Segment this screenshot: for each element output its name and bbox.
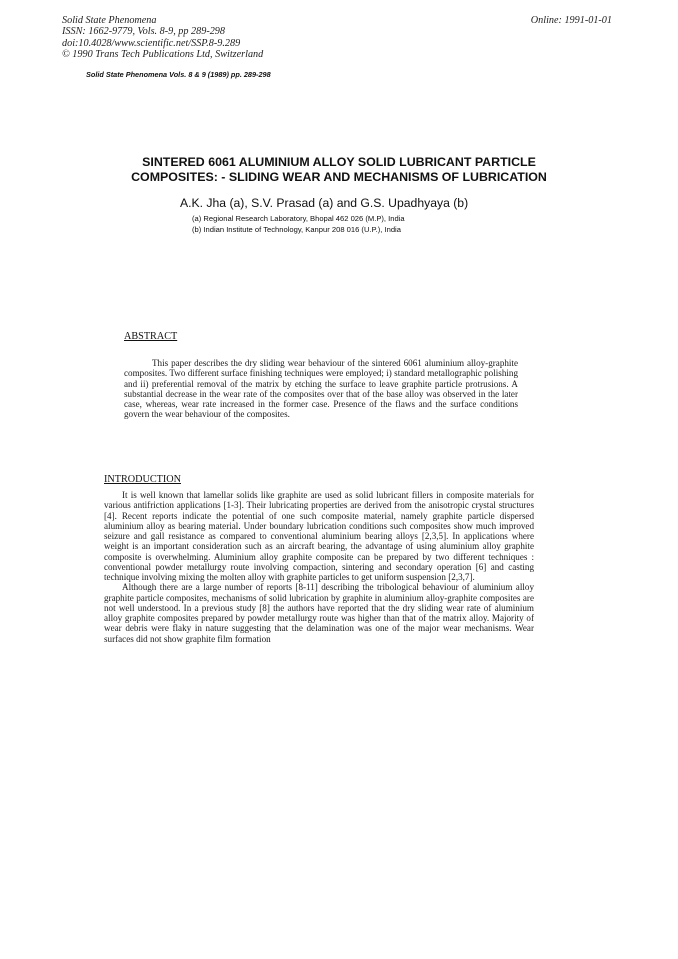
title-line-1: SINTERED 6061 ALUMINIUM ALLOY SOLID LUBRICANT PARTICLE [142, 155, 536, 169]
journal-header [62, 15, 263, 61]
affiliation-a: (a) Regional Research Laboratory, Bhopal 462 026 (M.P), India [192, 214, 405, 223]
introduction-body [104, 490, 534, 644]
issn-line: ISSN: 1662-9779, Vols. 8-9, pp 289-298 [62, 26, 225, 38]
paper-title [80, 155, 598, 184]
intro-paragraph-2: Although there are a large number of reports [8-11] describing the tribological behaviour of aluminium alloy graphite particle composites, mechanisms of solid lubrication by graphite in aluminium alloy-graphite composites are not well understood. In a previous study [8] the authors have reported that the dry sliding wear rate of aluminium alloy graphite composites prepared by powder metallurgy route was higher than that of the matrix alloy. Majority of wear debris were flaky in nature suggesting that the delamination was one of the major wear mechanisms. Wear surfaces did not show graphite film formation [104, 582, 534, 644]
abstract-text: This paper describes the dry sliding wear behaviour of the sintered 6061 aluminium alloy-graphite composites. Two different surface finishing techniques were employed; i) standard metallographic polishing and ii) preferential removal of the matrix by etching the surface to leave graphite particle protrusions. A substantial decrease in the wear rate of the composites over that of the base alloy was observed in the later case, whereas, wear rate increased in the former case. Presence of the flaws and the surface conditions govern the wear behaviour of the composites. [124, 358, 518, 420]
journal-name: Solid State Phenomena [62, 15, 157, 26]
intro-paragraph-1: It is well known that lamellar solids like graphite are used as solid lubricant fillers in composite materials for various antifriction applications [1-3]. Their lubricating properties are derived from the anisotropic crystal structures [4]. Recent reports indicate the potential of one such composite material, namely graphite particle dispersed aluminium alloy as bearing material. Under boundary lubrication conditions such composites show much improved seizure and gall resistance as compared to conventional aluminium bearing alloys [2,3,5]. In applications where weight is an important consideration such as an aircraft bearing, the advantage of using aluminium alloy graphite composite is overwhelming. Aluminium alloy graphite composite can be prepared by two different techniques : conventional powder metallurgy route involving compaction, sintering and secondary operation [6] and casting technique involving mixing the molten alloy with graphite particles to get uniform suspension [2,3,7]. [104, 490, 534, 582]
copyright-line: © 1990 Trans Tech Publications Ltd, Switzerland [62, 49, 264, 61]
title-line-2: COMPOSITES: - SLIDING WEAR AND MECHANISMS OF LUBRICATION [131, 169, 547, 184]
online-date: Online: 1991-01-01 [530, 15, 612, 26]
affiliation-b: (b) Indian Institute of Technology, Kanpur 208 016 (U.P.), India [192, 225, 401, 234]
introduction-heading: INTRODUCTION [104, 474, 181, 485]
doi-line: doi:10.4028/www.scientific.net/SSP.8-9.289 [62, 37, 241, 49]
volume-line: Solid State Phenomena Vols. 8 & 9 (1989) pp. 289-298 [86, 70, 271, 79]
author-list: A.K. Jha (a), S.V. Prasad (a) and G.S. Upadhyaya (b) [180, 196, 469, 210]
abstract-heading: ABSTRACT [124, 331, 178, 342]
